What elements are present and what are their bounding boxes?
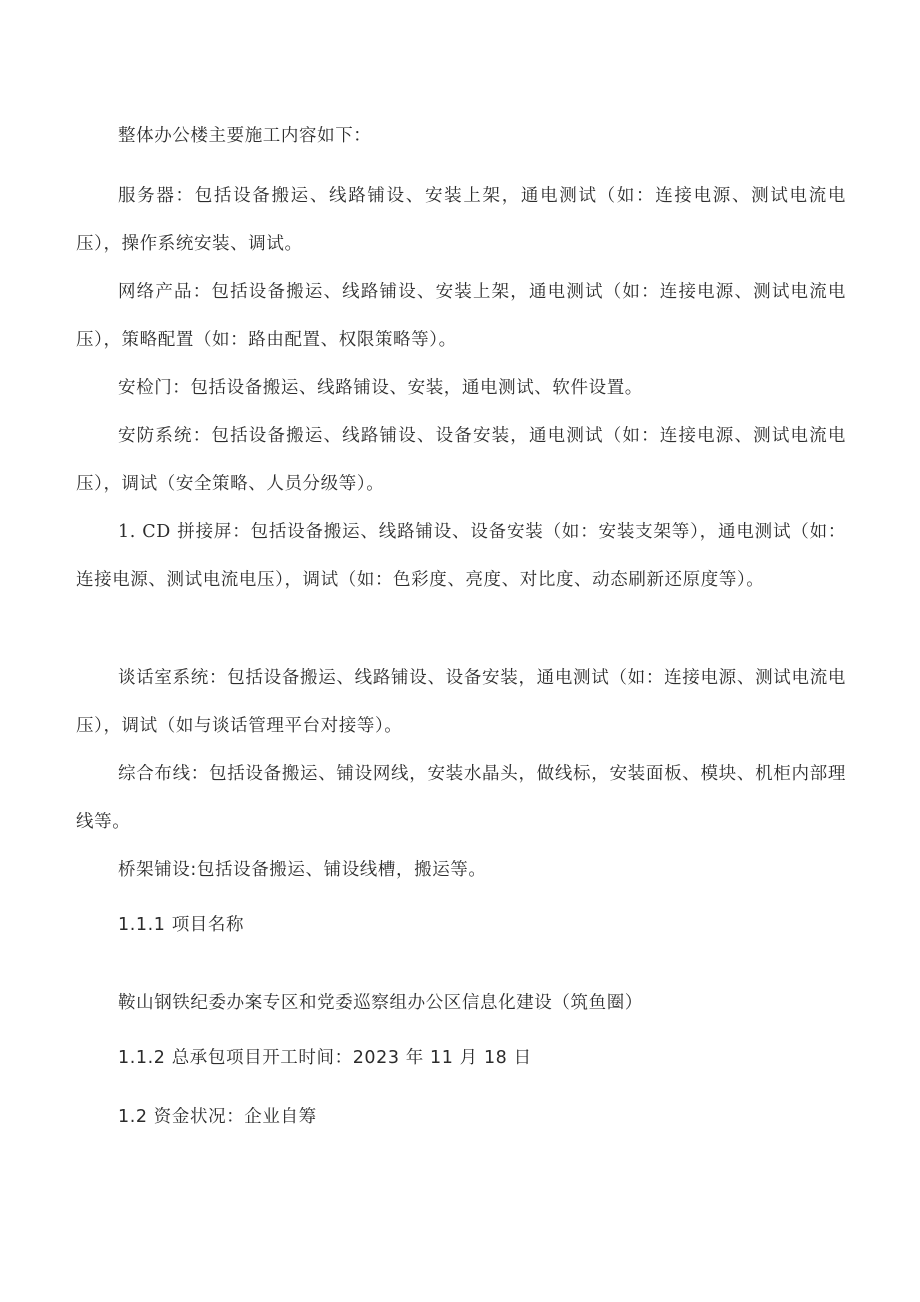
project-start-time: 1.1.2 总承包项目开工时间：2023 年 11 月 18 日 (118, 1048, 532, 1068)
paragraph-cd-splicing-screen: 1. CD 拼接屏：包括设备搬运、线路铺设、设备安装（如：安装支架等），通电测试（如：连接电源、测试电流电压），调试（如：色彩度、亮度、对比度、动态刷新还原度等）。 (76, 522, 846, 590)
paragraph-servers: 服务器：包括设备搬运、线路铺设、安装上架，通电测试（如：连接电源、测试电流电压），操作系统安装、调试。 (76, 186, 846, 254)
intro-line: 整体办公楼主要施工内容如下： (118, 126, 372, 146)
paragraph-integrated-cabling: 综合布线：包括设备搬运、铺设网线，安装水晶头，做线标，安装面板、模块、机柜内部理线等。 (76, 764, 846, 832)
paragraph-bridge-laying: 桥架铺设:包括设备搬运、铺设线槽，搬运等。 (118, 860, 487, 880)
section-heading-project-name: 1.1.1 项目名称 (118, 915, 245, 935)
paragraph-security-system: 安防系统：包括设备搬运、线路铺设、设备安装，通电测试（如：连接电源、测试电流电压），调试（安全策略、人员分级等）。 (76, 426, 846, 494)
paragraph-security-gate: 安检门：包括设备搬运、线路铺设、安装，通电测试、软件设置。 (118, 378, 643, 398)
paragraph-network-products: 网络产品：包括设备搬运、线路铺设、安装上架，通电测试（如：连接电源、测试电流电压），策略配置（如：路由配置、权限策略等）。 (76, 282, 846, 350)
project-name-text: 鞍山钢铁纪委办案专区和党委巡察组办公区信息化建设（筑鱼圈） (118, 993, 643, 1013)
paragraph-conversation-room: 谈话室系统：包括设备搬运、线路铺设、设备安装，通电测试（如：连接电源、测试电流电压），调试（如与谈话管理平台对接等）。 (76, 668, 846, 736)
funding-status: 1.2 资金状况：企业自筹 (118, 1107, 317, 1127)
